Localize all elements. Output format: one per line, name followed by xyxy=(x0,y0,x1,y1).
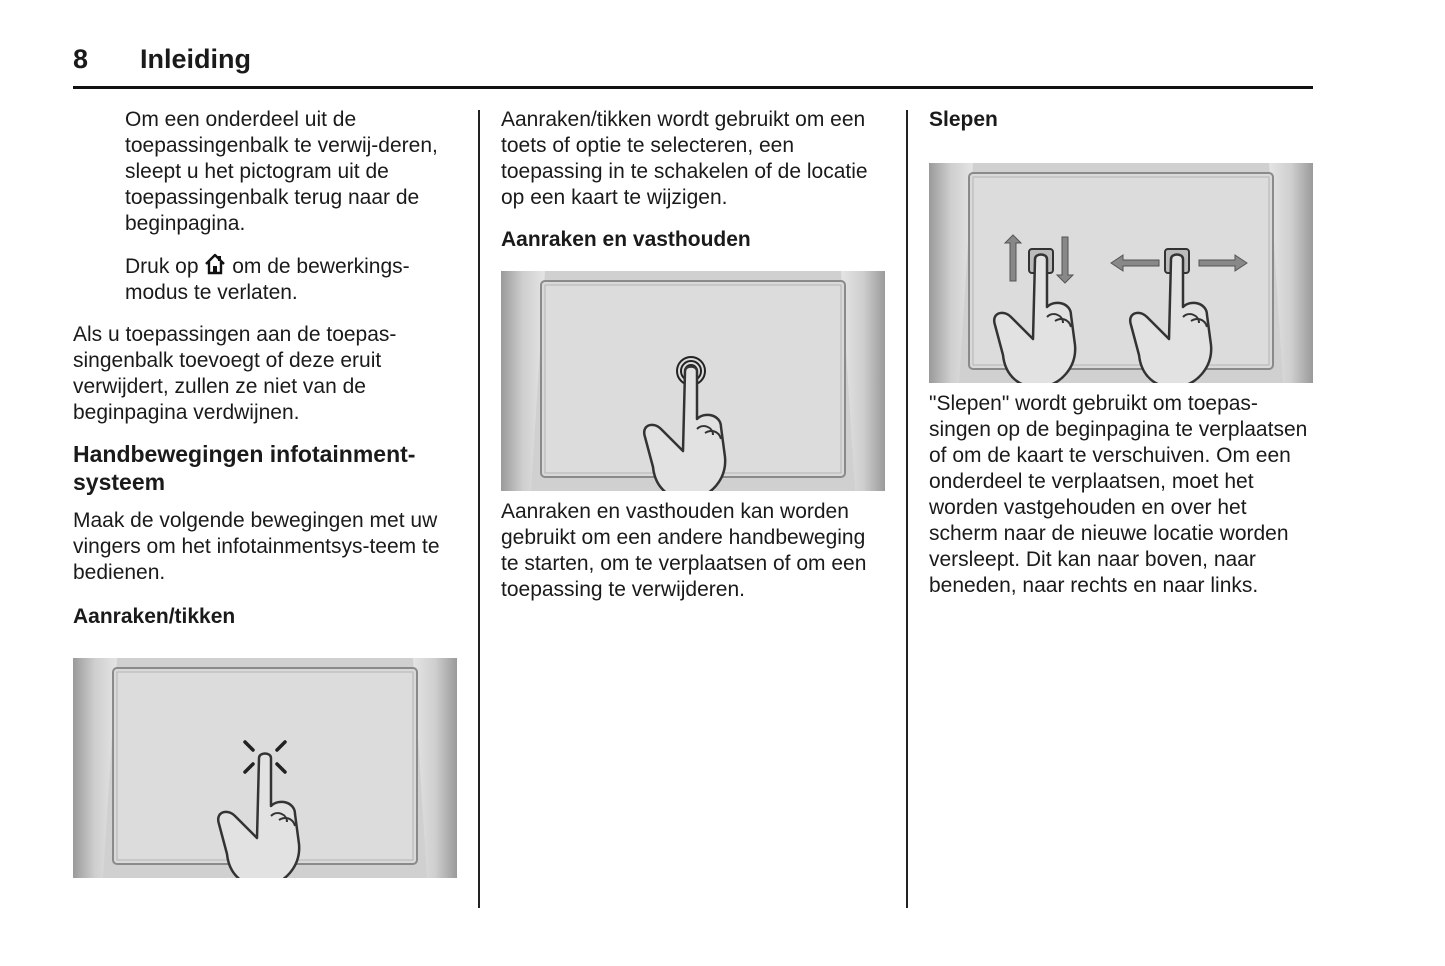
paragraph-intro: Maak de volgende bewegingen met uw vingers om het infotainmentsys-teem te bedienen. xyxy=(73,509,440,584)
column-3 xyxy=(929,107,1313,599)
subheading-touch-hold: Aanraken en vasthouden xyxy=(501,228,751,251)
paragraph-add-apps: Als u toepassingen aan de toepas-singenbalk toevoegt of deze eruit verwijdert, zullen ze niet van de beginpagina verdwijnen. xyxy=(73,323,397,424)
paragraph-drag: "Slepen" wordt gebruikt om toepas-singen op de beginpagina te verplaatsen of om de kaart te verschuiven. Om een onderdeel te verplaatsen, moet het worden vastgehouden en over het scherm naar de nieuwe locatie worden versleept. Dit kan naar boven, naar beneden, naar rechts en naar links. xyxy=(929,392,1308,597)
text-prefix: Druk op xyxy=(125,255,199,278)
column-1 xyxy=(73,107,463,878)
column-2 xyxy=(501,107,885,603)
subheading-tap: Aanraken/tikken xyxy=(73,605,236,628)
tap-illustration xyxy=(73,658,457,878)
home-icon xyxy=(204,253,226,275)
section-heading: Handbewegingen infotainment-systeem xyxy=(73,441,416,495)
column-divider xyxy=(478,110,480,908)
paragraph-exit-edit xyxy=(73,253,463,306)
page-title: Inleiding xyxy=(140,44,251,74)
page-number: 8 xyxy=(73,44,89,74)
text-suffix: om de bewerkings-modus te verlaten. xyxy=(125,255,410,304)
header-rule xyxy=(73,86,1313,89)
touch-hold-illustration xyxy=(501,271,885,491)
subheading-drag: Slepen xyxy=(929,108,998,131)
paragraph-remove-app: Om een onderdeel uit de toepassingenbalk te verwij-deren, sleept u het pictogram uit de toepassingenbalk terug naar de beginpagina. xyxy=(125,108,438,235)
column-divider xyxy=(906,110,908,908)
drag-illustration xyxy=(929,163,1313,383)
paragraph-tap-usage: Aanraken/tikken wordt gebruikt om een toets of optie te selecteren, een toepassing in te schakelen of de locatie op een kaart te wijzigen. xyxy=(501,108,868,209)
paragraph-touch-hold: Aanraken en vasthouden kan worden gebruikt om een andere handbeweging te starten, om te verplaatsen of om een toepassing te verwijderen. xyxy=(501,500,867,601)
